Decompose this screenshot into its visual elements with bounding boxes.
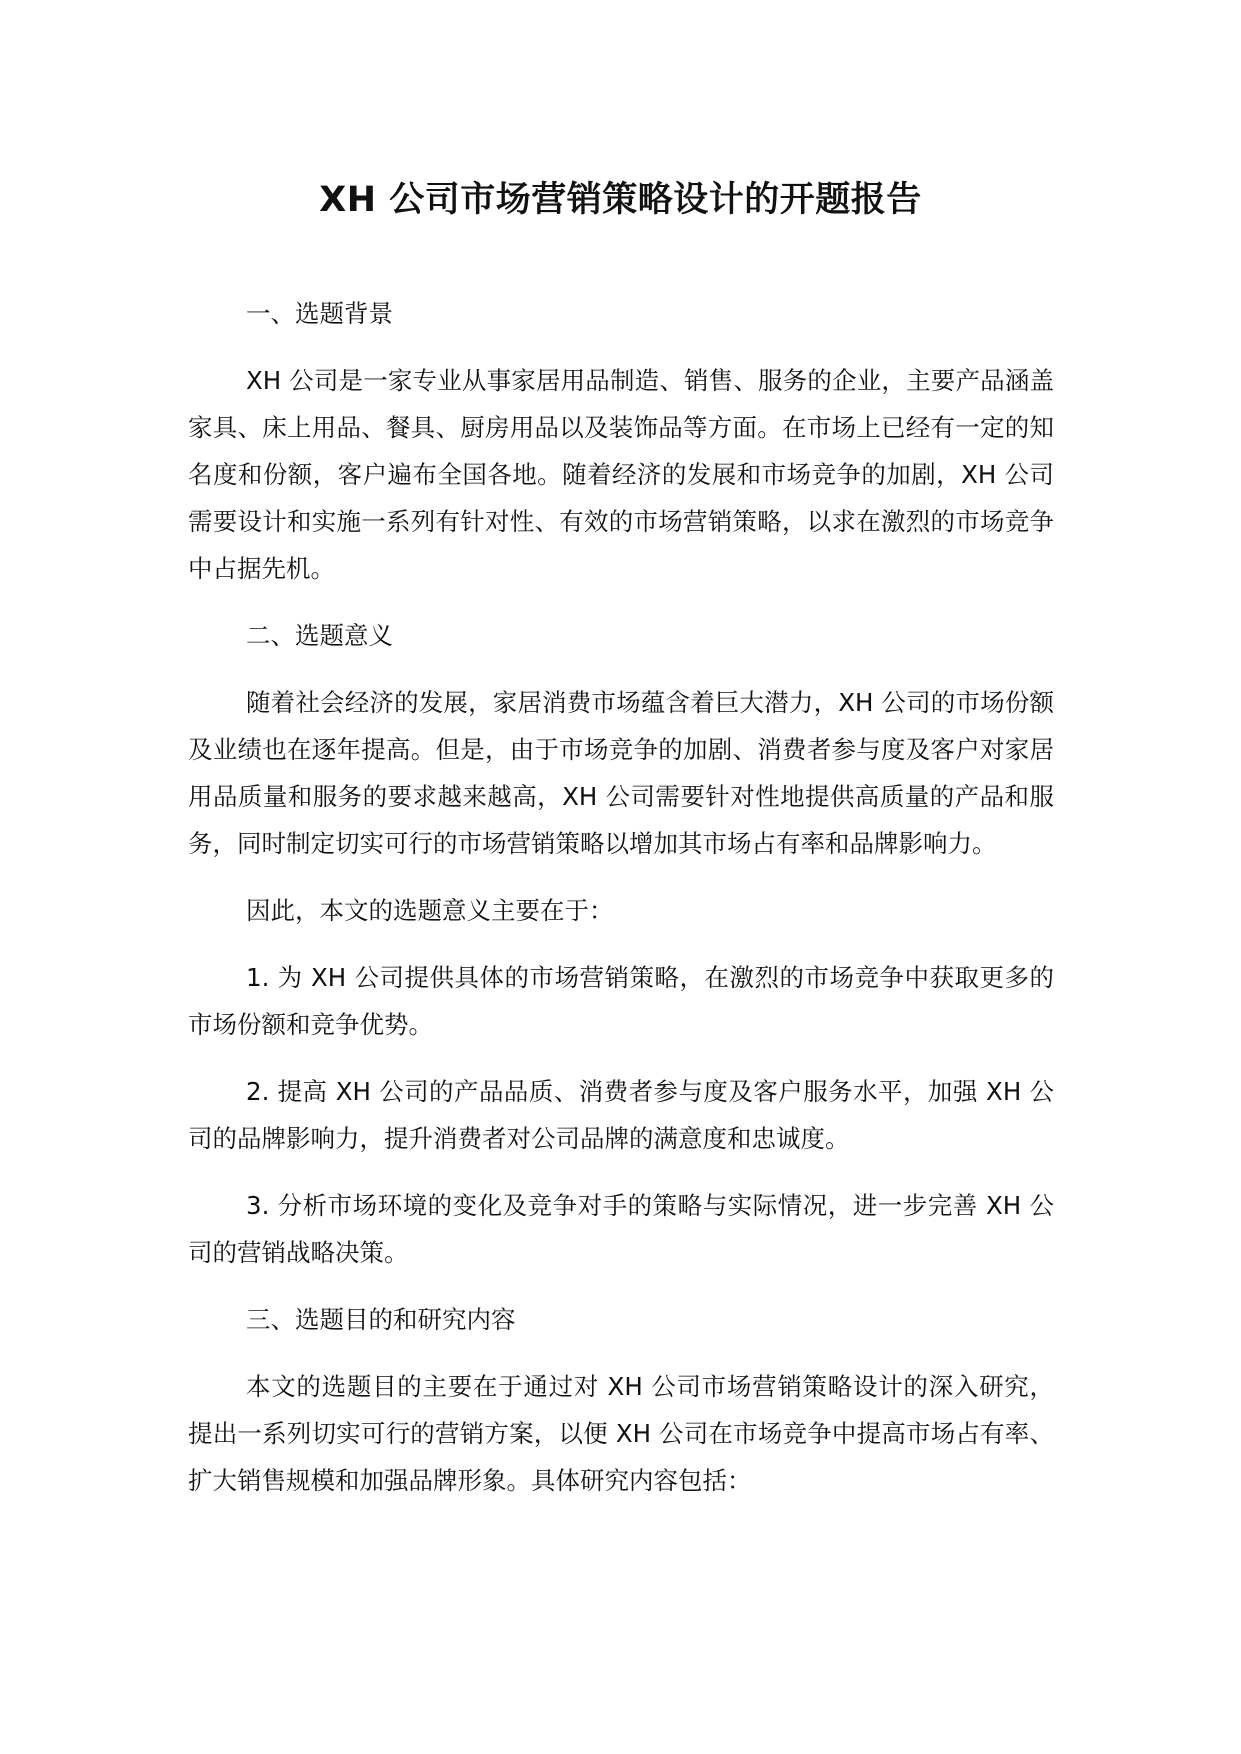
paragraph-objectives: 本文的选题目的主要在于通过对 XH 公司市场营销策略设计的深入研究，提出一系列切实可行的营销方案，以便 XH 公司在市场竞争中提高市场占有率、扩大销售规模和加强品牌形象。具体研究内容包括： xyxy=(188,1372,1054,1495)
paragraph-background: XH 公司是一家专业从事家居用品制造、销售、服务的企业，主要产品涵盖家具、床上用品、餐具、厨房用品以及装饰品等方面。在市场上已经有一定的知名度和份额，客户遍布全国各地。随着经济的发展和市场竞争的加剧，XH 公司需要设计和实施一系列有针对性、有效的市场营销策略，以求在激烈的市场竞争中占据先机。 xyxy=(188,366,1054,583)
section-heading-background: 一、选题背景 xyxy=(246,299,393,328)
paragraph-significance: 随着社会经济的发展，家居消费市场蕴含着巨大潜力，XH 公司的市场份额及业绩也在逐年提高。但是，由于市场竞争的加剧、消费者参与度及客户对家居用品质量和服务的要求越来越高，XH 公司需要针对性地提供高质量的产品和服务，同时制定切实可行的市场营销策略以增加其市场占有率和品牌影响力。 xyxy=(188,688,1054,858)
section-heading-objectives: 三、选题目的和研究内容 xyxy=(246,1305,516,1334)
paragraph-significance-intro: 因此，本文的选题意义主要在于： xyxy=(246,896,614,925)
list-item-significance-3: 3. 分析市场环境的变化及竞争对手的策略与实际情况，进一步完善 XH 公司的营销战略决策。 xyxy=(188,1191,1054,1267)
section-objectives xyxy=(188,1296,1054,1504)
list-item-significance-2: 2. 提高 XH 公司的产品品质、消费者参与度及客户服务水平，加强 XH 公司的品牌影响力，提升消费者对公司品牌的满意度和忠诚度。 xyxy=(188,1077,1054,1153)
section-background xyxy=(188,290,1054,592)
document-title: XH 公司市场营销策略设计的开题报告 xyxy=(319,180,922,220)
section-heading-significance: 二、选题意义 xyxy=(246,621,393,650)
section-significance xyxy=(188,612,1054,1276)
list-item-significance-1: 1. 为 XH 公司提供具体的市场营销策略，在激烈的市场竞争中获取更多的市场份额和竞争优势。 xyxy=(188,963,1054,1039)
document-body xyxy=(188,290,1054,1524)
